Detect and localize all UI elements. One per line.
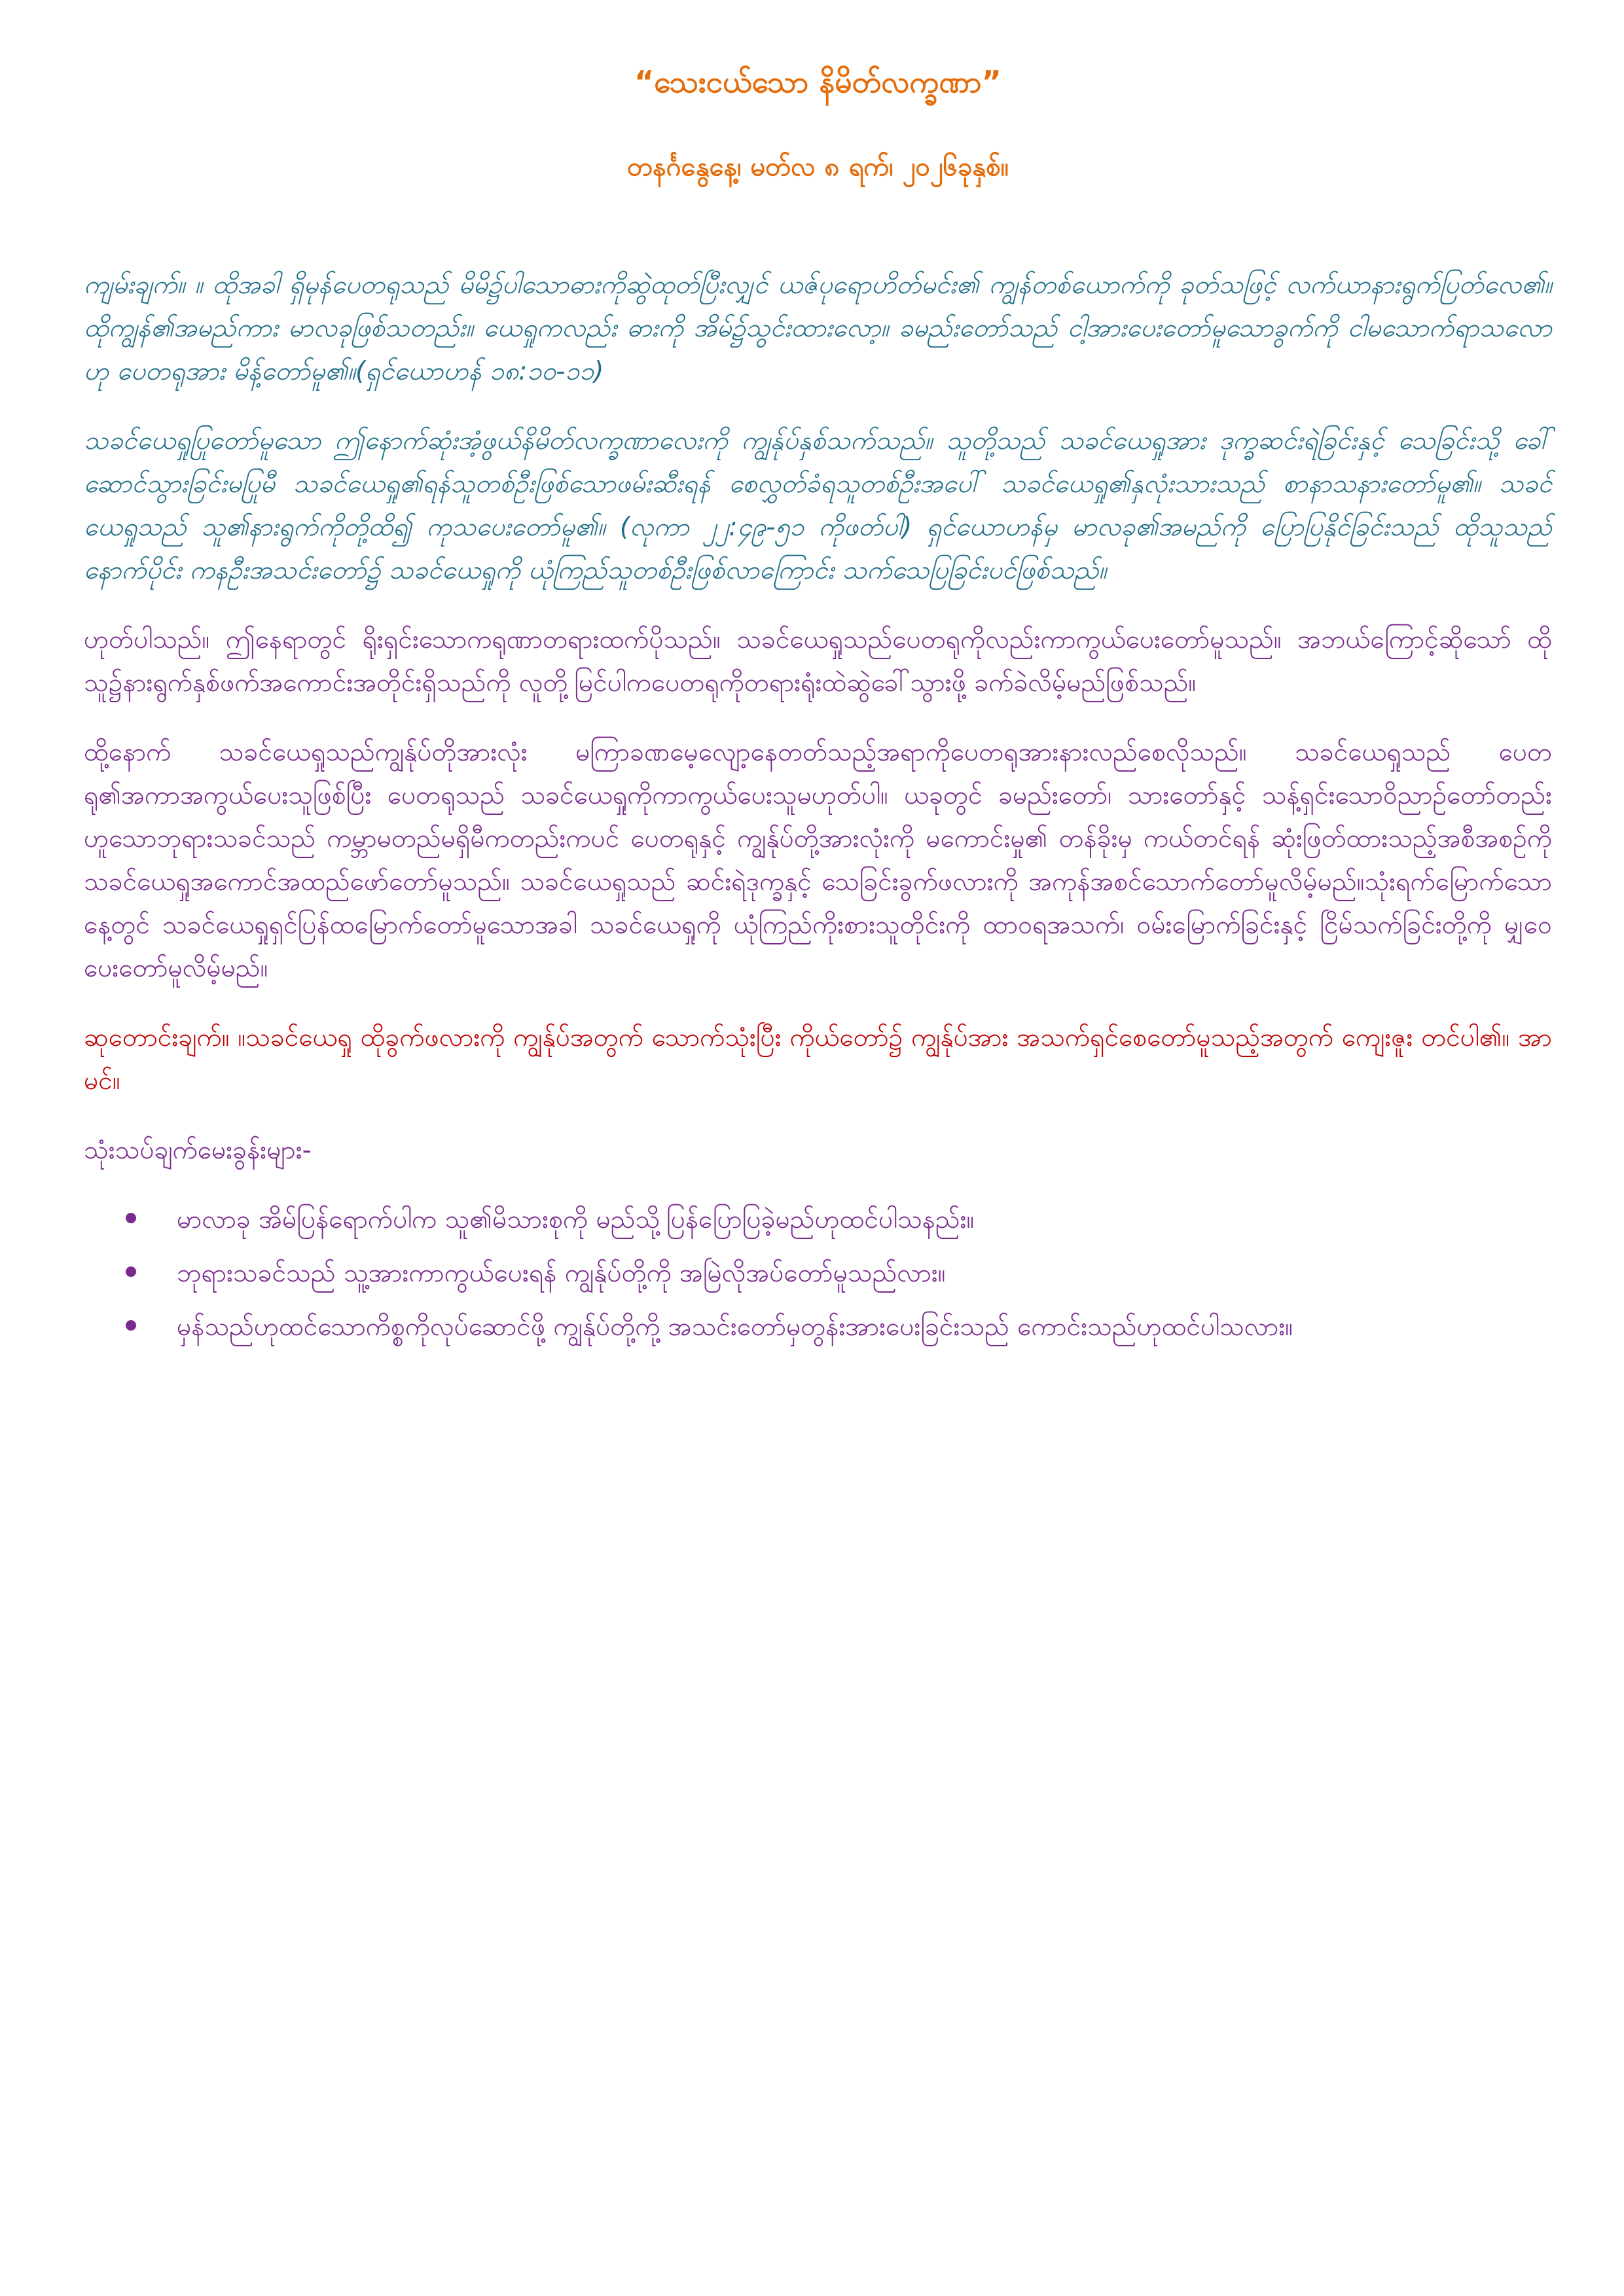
date-line: တနင်္ဂနွေနေ့၊ မတ်လ ၈ ရက်၊ ၂၀၂၆ခုနှစ်။ [627,152,1009,182]
questions-list [84,1198,1552,1349]
bullet-icon [126,1213,136,1223]
bullet-icon [126,1320,136,1331]
reflection-paragraph: သခင်ယေရှုပြုတော်မူသော ဤနောက်ဆုံးအံ့ဖွယ်နိမိတ်လက္ခဏာလေးကို ကျွန်ုပ်နှစ်သက်သည်။ သူတို့သည် သခင်ယေရှုအား ဒုက္ခဆင်းရဲခြင်းနှင့် သေခြင်းသို့ ခေါ်ဆောင်သွားခြင်းမပြုမီ သခင်ယေရှု၏ရန်သူတစ်ဦးဖြစ်သောဖမ်းဆီးရန် စေလွှတ်ခံရသူတစ်ဦးအပေါ် သခင်ယေရှု၏နှလုံးသားသည် စာနာသနားတော်မူ၏။ သခင်ယေရှုသည် သူ၏နားရွက်ကိုတို့ထိ၍ ကုသပေးတော်မူ၏။ (လုကာ ၂၂:၄၉-၅၁ ကိုဖတ်ပါ) ရှင်ယောဟန်မှ မာလခု၏အမည်ကို ပြောပြနိုင်ခြင်းသည် ထိုသူသည် နောက်ပိုင်း ကနဦးအသင်းတော်၌ သခင်ယေရှုကို ယုံကြည်သူတစ်ဦးဖြစ်လာကြောင်း သက်သေပြခြင်းပင်ဖြစ်သည်။ [84,426,1552,585]
question-text: ဘုရားသခင်သည် သူ့အားကာကွယ်ပေးရန် ကျွန်ုပ်တို့ကို အမြဲလိုအပ်တော်မူသည်လား။ [177,1259,946,1288]
list-item [126,1198,1552,1242]
question-text: မာလာခု အိမ်ပြန်ရောက်ပါက သူ၏မိသားစုကို မည်သို့ပြန်ပြောပြခဲ့မည်ဟုထင်ပါသနည်း။ [177,1205,975,1234]
scripture-paragraph: ကျမ်းချက်။ ။ ထိုအခါ ရှိမုန်ပေတရုသည် မိမိ၌ပါသောဓားကိုဆွဲထုတ်ပြီးလျှင် ယဇ်ပုရောဟိတ်မင်း၏ ကျွန်တစ်ယောက်ကို ခုတ်သဖြင့် လက်ယာနားရွက်ပြတ်လေ၏။ ထိုကျွန်၏အမည်ကား မာလခုဖြစ်သတည်း။ ယေရှုကလည်း ဓားကို အိမ်၌သွင်းထားလော့။ ခမည်းတော်သည် ငါ့အားပေးတော်မူသောခွက်ကို ငါမသောက်ရာသလောဟု ပေတရုအား မိန့်တော်မူ၏။(ရှင်ယောဟန် ၁၈:၁၀-၁၁) [84,270,1552,386]
prayer-paragraph: ဆုတောင်းချက်။ ။သခင်ယေရှု ထိုခွက်ဖလားကို ကျွန်ုပ်အတွက် သောက်သုံးပြီး ကိုယ်တော်၌ ကျွန်ုပ်အား အသက်ရှင်စေတော်မူသည့်အတွက် ကျေးဇူး တင်ပါ၏။ အာမင်။ [84,1023,1552,1096]
body-paragraph: ထို့နောက် သခင်ယေရှုသည်ကျွန်ုပ်တိုအားလုံး မကြာခဏမေ့လျော့နေတတ်သည့်အရာကိုပေတရုအားနားလည်စေလိုသည်။ သခင်ယေရှုသည် ပေတရု၏အကာအကွယ်ပေးသူဖြစ်ပြီး ပေတရုသည် သခင်ယေရှုကိုကာကွယ်ပေးသူမဟုတ်ပါ။ ယခုတွင် ခမည်းတော်၊ သားတော်နှင့် သန့်ရှင်းသောဝိညာဉ်တော်တည်းဟူသောဘုရားသခင်သည် ကမ္ဘာမတည်မရှိမီကတည်းကပင် ပေတရုနှင့် ကျွန်ုပ်တို့အားလုံးကို မကောင်းမှု၏ တန်ခိုးမှ ကယ်တင်ရန် ဆုံးဖြတ်ထားသည့်အစီအစဉ်ကို သခင်ယေရှုအကောင်အထည်ဖော်တော်မူသည်။ သခင်ယေရှုသည် ဆင်းရဲဒုက္ခနှင့် သေခြင်းခွက်ဖလားကို အကုန်အစင်သောက်တော်မူလိမ့်မည်။သုံးရက်မြောက်သောနေ့တွင် သခင်ယေရှုရှင်ပြန်ထမြောက်တော်မူသောအခါ သခင်ယေရှုကို ယုံကြည်ကိုးစားသူတိုင်းကို ထာဝရအသက်၊ ဝမ်းမြောက်ခြင်းနှင့် ငြိမ်သက်ခြင်းတို့ကို မျှဝေပေးတော်မူလိမ့်မည်။ [84,738,1552,983]
list-item [126,1306,1552,1349]
page-title: “သေးငယ်သော နိမိတ်လက္ခဏာ” [634,64,1001,99]
list-item [126,1252,1552,1295]
questions-heading: သုံးသပ်ချက်မေးခွန်းများ- [84,1136,312,1165]
question-text: မှန်သည်ဟုထင်သောကိစ္စကိုလုပ်ဆောင်ဖို့ ကျွန်ုပ်တို့ကို့ အသင်းတော်မှတွန်းအားပေးခြင်းသည် ကောင်းသည်ဟုထင်ပါသလား။ [177,1312,1293,1342]
bullet-icon [126,1266,136,1277]
body-paragraph: ဟုတ်ပါသည်။ ဤနေရာတွင် ရိုးရှင်းသောကရုဏာတရားထက်ပိုသည်။ သခင်ယေရှုသည်ပေတရုကိုလည်းကာကွယ်ပေးတော်မူသည်။ အဘယ်ကြောင့်ဆိုသော် ထိုသူ၌နားရွက်နှစ်ဖက်အကောင်းအတိုင်းရှိသည်ကို လူတို့မြင်ပါကပေတရုကိုတရားရုံးထဲဆွဲခေါ်သွားဖို့ ခက်ခဲလိမ့်မည်ဖြစ်သည်။ [84,625,1552,698]
